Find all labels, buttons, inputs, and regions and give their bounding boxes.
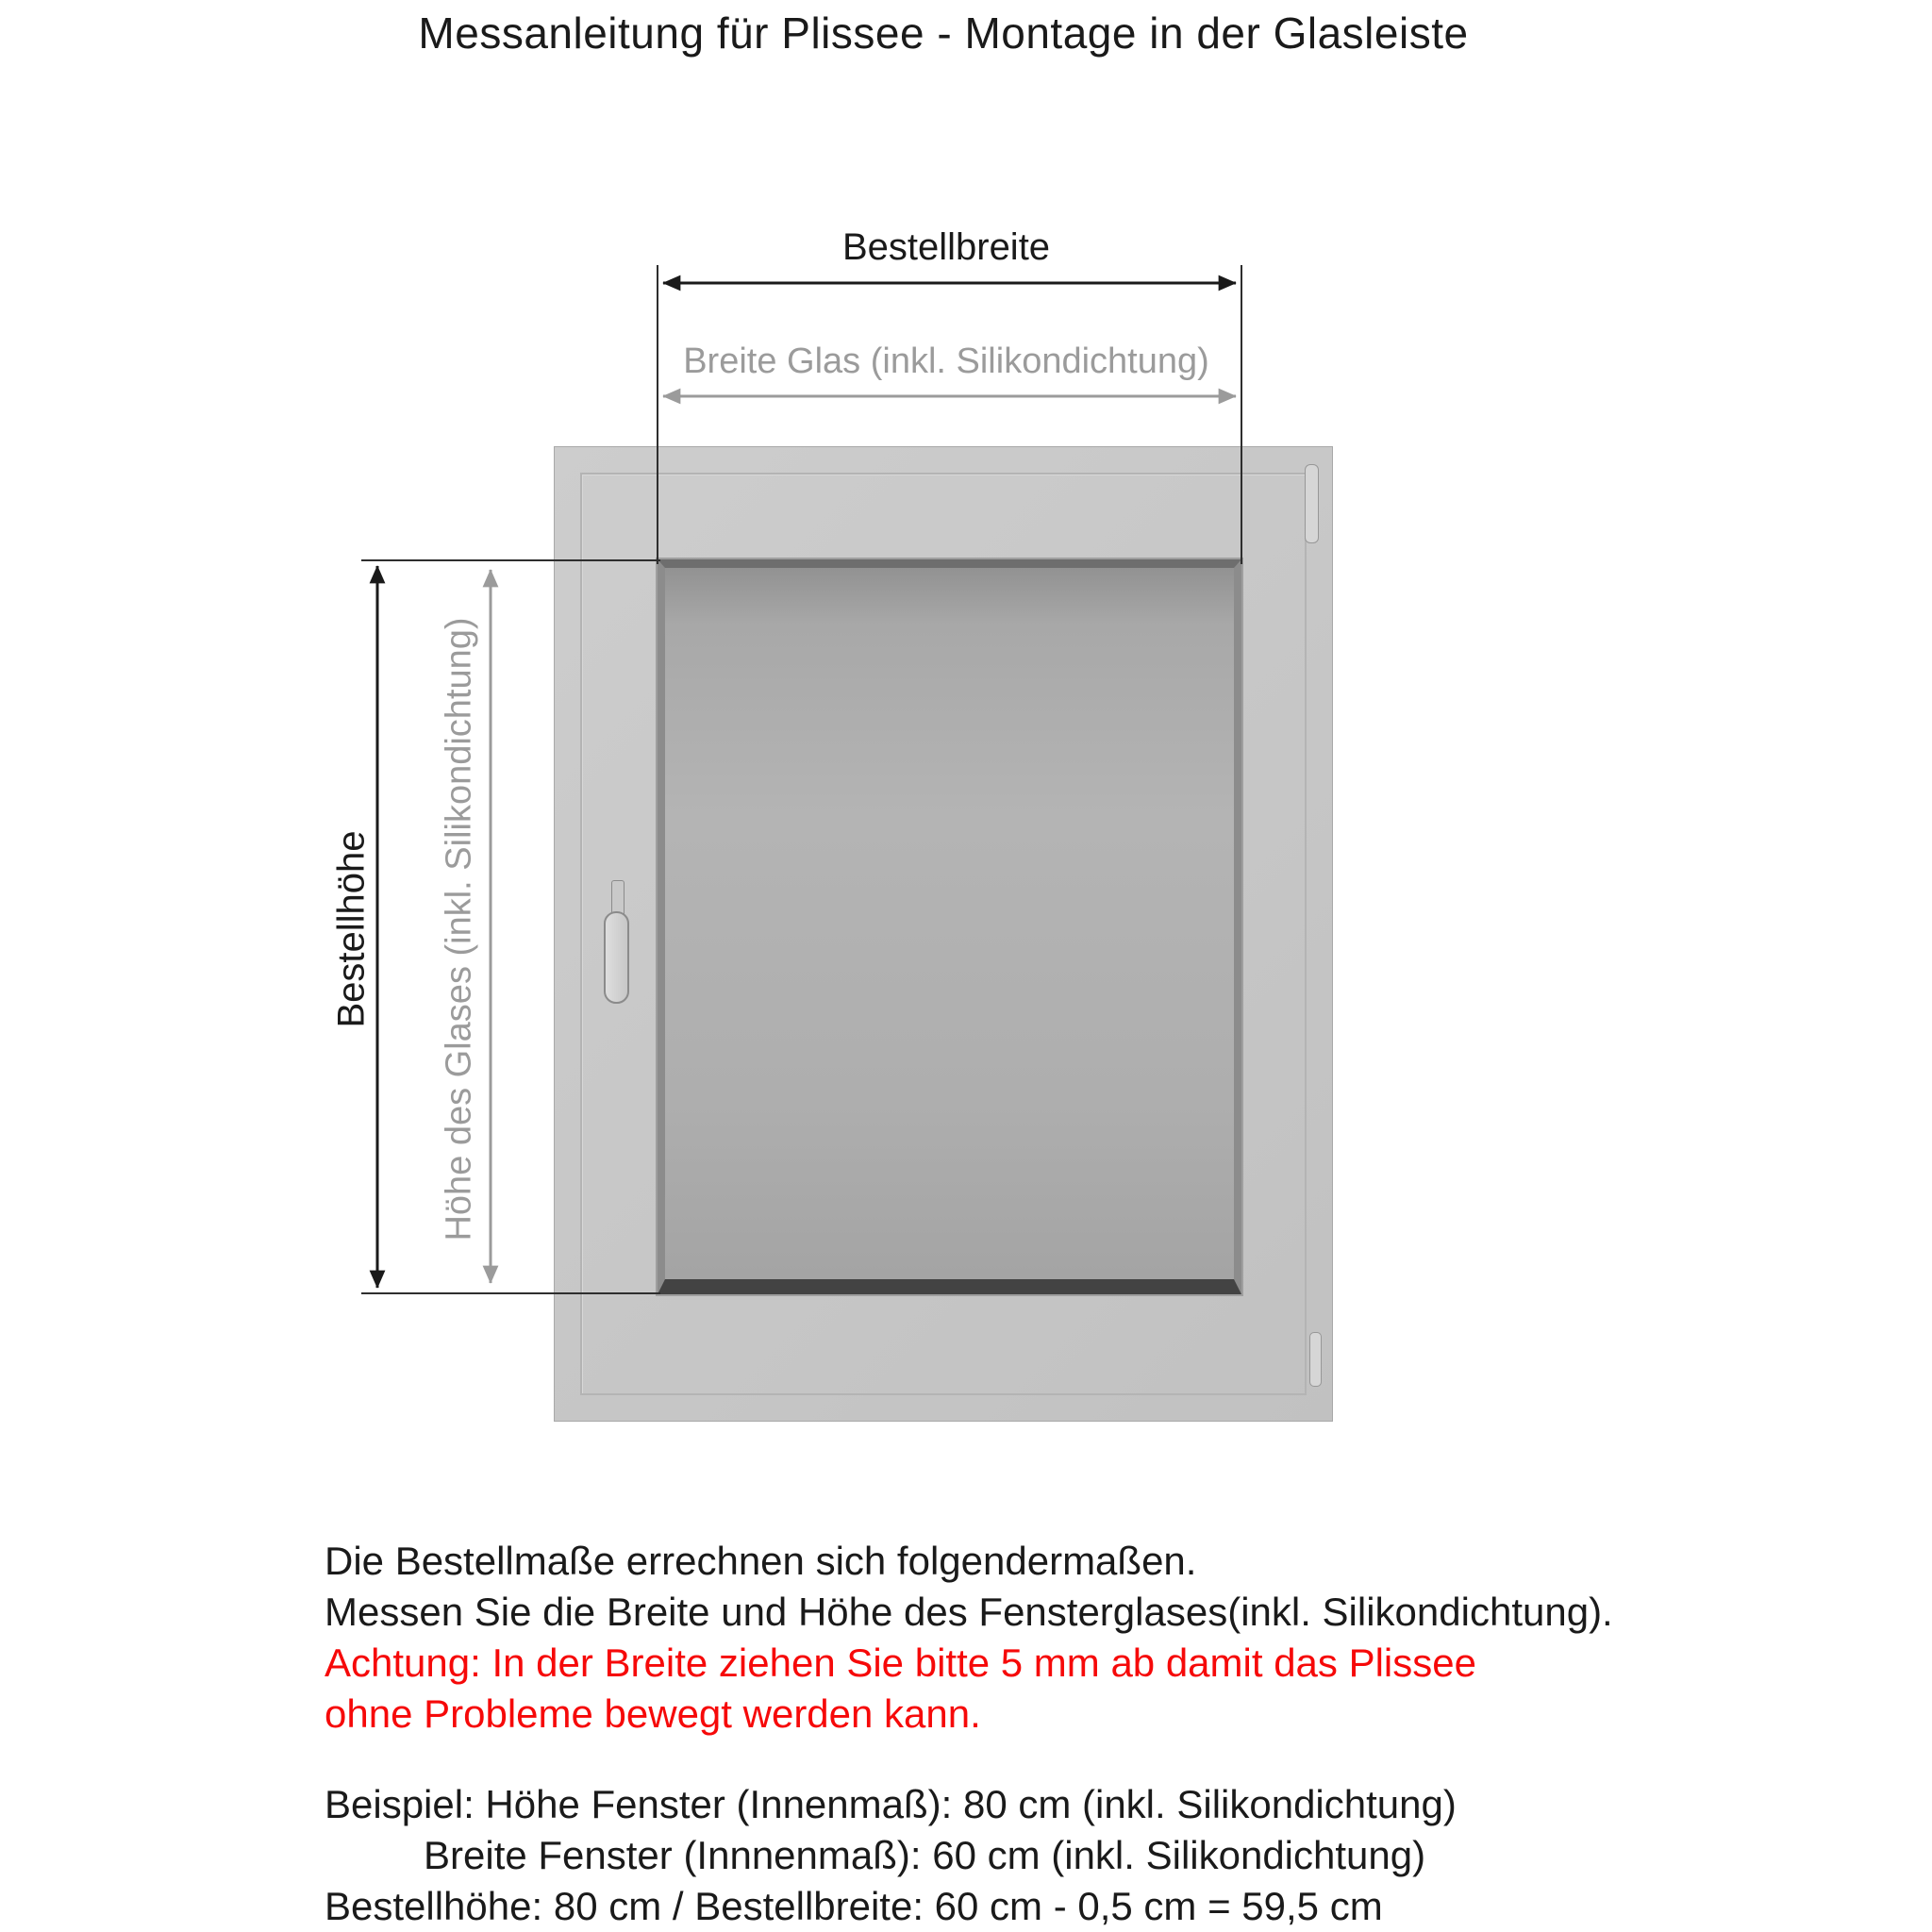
instruction-line: Messen Sie die Breite und Höhe des Fensterglases(inkl. Silikondichtung). <box>325 1590 1613 1634</box>
window-glass <box>658 559 1241 1294</box>
label-glass-height: Höhe des Glases (inkl. Silikondichtung) <box>439 617 479 1241</box>
window-hinge-top <box>1305 464 1319 543</box>
example-block <box>325 1779 1740 1932</box>
window-hinge-bottom <box>1309 1332 1322 1387</box>
warning-line: Achtung: In der Breite ziehen Sie bitte 5 mm ab damit das Plissee <box>325 1641 1476 1685</box>
example-line: Breite Fenster (Innnenmaß): 60 cm (inkl. Silikondichtung) <box>424 1833 1426 1877</box>
example-line: Bestellhöhe: 80 cm / Bestellbreite: 60 cm - 0,5 cm = 59,5 cm <box>325 1884 1383 1928</box>
example-line: Beispiel: Höhe Fenster (Innenmaß): 80 cm (inkl. Silikondichtung) <box>325 1782 1457 1826</box>
instruction-text <box>325 1536 1740 1932</box>
warning-line: ohne Probleme bewegt werden kann. <box>325 1691 981 1736</box>
label-order-width: Bestellbreite <box>841 226 1051 268</box>
label-glass-width: Breite Glas (inkl. Silikondichtung) <box>683 341 1209 381</box>
label-order-height: Bestellhöhe <box>330 830 373 1028</box>
window-handle <box>604 911 629 1004</box>
page-title: Messanleitung für Plissee - Montage in der Glasleiste <box>418 8 1469 58</box>
instruction-line: Die Bestellmaße errechnen sich folgendermaßen. <box>325 1539 1197 1583</box>
